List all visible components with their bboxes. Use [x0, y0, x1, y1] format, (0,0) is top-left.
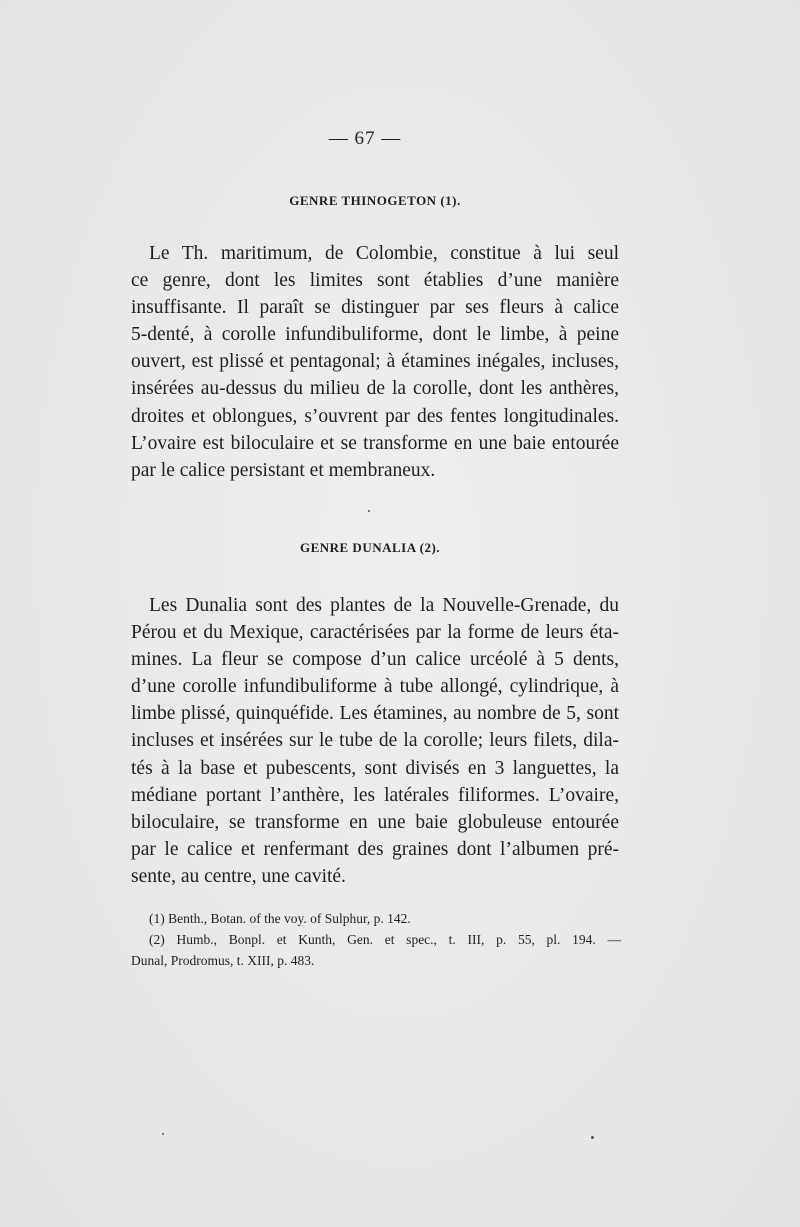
paper-speck	[591, 1136, 594, 1139]
page-number: — 67 —	[328, 128, 402, 149]
section-heading-dunalia: GENRE DUNALIA (2).	[299, 540, 441, 555]
footnote-1: (1) Benth., Botan. of the voy. of Sulphur, p. 142.	[149, 911, 411, 926]
paragraph-thinogeton	[131, 240, 619, 484]
text-line: Le Th. maritimum, de Colombie, constitue à lui seul	[149, 243, 619, 264]
text-line: limbe plissé, quinquéfide. Les étamines, au nombre de 5, sont	[131, 703, 619, 725]
text-line: sente, au centre, une cavité.	[131, 865, 346, 887]
text-line: L’ovaire est biloculaire et se transforme en une baie entourée	[131, 432, 619, 454]
text-line: insérées au-dessus du milieu de la corolle, dont les anthères,	[131, 378, 619, 400]
text-line: incluses et insérées sur le tube de la corolle; leurs filets, dila-	[131, 730, 619, 752]
text-line: par le calice persistant et membraneux.	[131, 459, 436, 481]
paper-speck	[368, 510, 370, 512]
footnotes	[131, 908, 621, 971]
paragraph-dunalia	[131, 592, 619, 890]
text-line: 5-denté, à corolle infundibuliforme, dont le limbe, à peine	[131, 324, 619, 346]
text-line: mines. La fleur se compose d’un calice urcéolé à 5 dents,	[131, 649, 619, 671]
text-line: biloculaire, se transforme en une baie globuleuse entourée	[131, 811, 619, 833]
footnote-2: (2) Humb., Bonpl. et Kunth, Gen. et spec., t. III, p. 55, pl. 194. —	[149, 932, 621, 947]
text-line: d’une corolle infundibuliforme à tube allongé, cylindrique, à	[131, 676, 619, 698]
text-line: ouvert, est plissé et pentagonal; à étamines inégales, incluses,	[131, 351, 619, 373]
text-line: tés à la base et pubescents, sont divisés en 3 languettes, la	[131, 757, 619, 779]
text-line: Les Dunalia sont des plantes de la Nouvelle-Grenade, du	[149, 595, 619, 616]
text-line: droites et oblongues, s’ouvrent par des fentes longitudinales.	[131, 405, 619, 427]
text-line: insuffisante. Il paraît se distinguer par ses fleurs à calice	[131, 297, 619, 319]
text-line: par le calice et renfermant des graines dont l’albumen pré-	[131, 838, 619, 860]
footnote-2-continued: Dunal, Prodromus, t. XIII, p. 483.	[131, 953, 315, 968]
section-heading-thinogeton: GENRE THINOGETON (1).	[289, 193, 461, 208]
paper-speck	[162, 1133, 164, 1135]
text-line: médiane portant l’anthère, les latérales filiformes. L’ovaire,	[131, 784, 619, 806]
text-line: ce genre, dont les limites sont établies d’une manière	[131, 270, 619, 292]
text-line: Pérou et du Mexique, caractérisées par la forme de leurs éta-	[131, 622, 619, 644]
